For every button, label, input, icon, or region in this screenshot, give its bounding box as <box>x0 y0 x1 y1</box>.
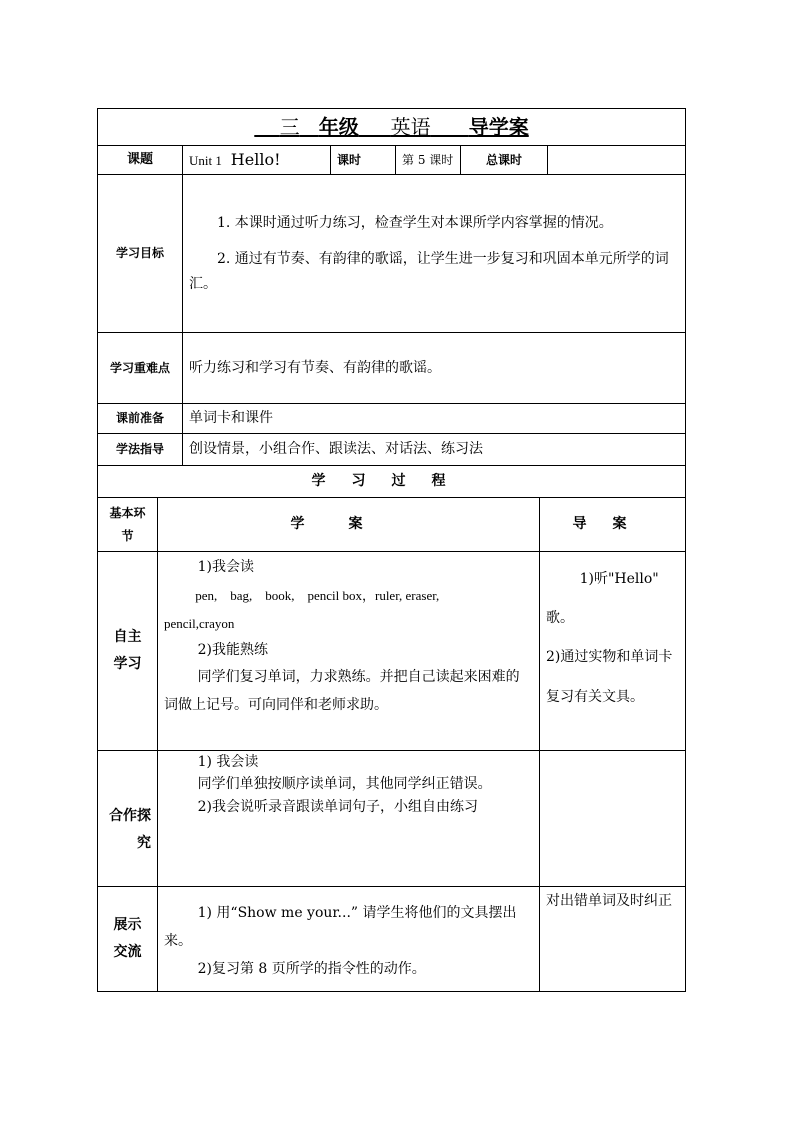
plan-column-header-text: 学案 <box>290 516 407 533</box>
topic-value <box>183 146 331 175</box>
plan-line: pencil,crayon <box>164 616 235 632</box>
topic-unit: Unit 1 <box>189 153 222 168</box>
grade-value: 三 <box>279 115 300 139</box>
stage-column-header: 基本环节 <box>98 498 158 552</box>
guide-line: 1)听"Hello" 歌。 <box>546 571 659 627</box>
topic-title: Hello! <box>230 150 281 169</box>
method-value: 创设情景，小组合作、跟读法、对话法、练习法 <box>183 434 686 466</box>
plan-line: pen, bag, book, pencil box，ruler, eraser, <box>195 588 440 604</box>
process-heading-text: 学习过程 <box>311 473 472 490</box>
guide-column-header-text: 导案 <box>572 516 653 533</box>
process-table <box>97 497 686 992</box>
stage-plan <box>158 552 540 751</box>
plan-line: 1) 用“Show me your...” 请学生将他们的文具摆出来。 <box>164 905 517 949</box>
stage-guide <box>540 751 686 887</box>
stage-name: 合作探究 <box>98 751 158 887</box>
goals-label: 学习目标 <box>98 175 183 333</box>
plan-line: 2)复习第 8 页所学的指令性的动作。 <box>197 961 426 977</box>
key-points-value: 听力练习和学习有节奏、有韵律的歌谣。 <box>183 333 686 404</box>
goals-content <box>183 175 686 333</box>
plan-line: 同学们单独按顺序读单词，其他同学纠正错误。 <box>197 776 492 793</box>
goal-item: 2. 通过有节奏、有韵律的歌谣，让学生进一步复习和巩固本单元所学的词汇。 <box>189 251 669 292</box>
goal-item: 1. 本课时通过听力练习，检查学生对本课所学内容掌握的情况。 <box>217 214 613 231</box>
plan-line: 1)我会读 <box>197 559 254 575</box>
stage-plan <box>158 887 540 992</box>
lesson-plan-document <box>97 108 685 992</box>
stage-plan <box>158 751 540 887</box>
period-label: 课时 <box>331 146 396 175</box>
plan-line: 2)我会说听录音跟读单词句子，小组自由练习 <box>197 798 478 815</box>
preparation-label: 课前准备 <box>98 404 183 434</box>
stage-guide <box>540 887 686 992</box>
plan-column-header <box>158 498 540 552</box>
plan-line: 同学们复习单词，力求熟练。并把自己读起来困难的词做上记号。可向同伴和老师求助。 <box>164 669 520 713</box>
plan-line: 1) 我会读 <box>197 754 259 770</box>
total-period-label: 总课时 <box>461 146 548 175</box>
guide-column-header <box>540 498 686 552</box>
doc-type-label: 导学案 <box>468 115 529 139</box>
guide-line: 对出错单词及时纠正 <box>546 893 672 909</box>
topic-label: 课题 <box>98 146 183 175</box>
stage-name: 展示交流 <box>98 887 158 992</box>
document-title <box>98 109 686 146</box>
preparation-value: 单词卡和课件 <box>183 404 686 434</box>
stage-name: 自主学习 <box>98 552 158 751</box>
subject-value: 英语 <box>390 115 431 139</box>
guide-line: 2)通过实物和单词卡复习有关文具。 <box>546 649 673 705</box>
key-points-label: 学习重难点 <box>98 333 183 404</box>
period-value: 第 5 课时 <box>396 146 461 175</box>
plan-line: 2)我能熟练 <box>197 642 268 659</box>
process-heading <box>98 466 686 498</box>
grade-label: 年级 <box>318 115 359 139</box>
method-label: 学法指导 <box>98 434 183 466</box>
total-period-value <box>548 146 686 175</box>
lesson-info-table <box>97 108 686 498</box>
stage-guide <box>540 552 686 751</box>
